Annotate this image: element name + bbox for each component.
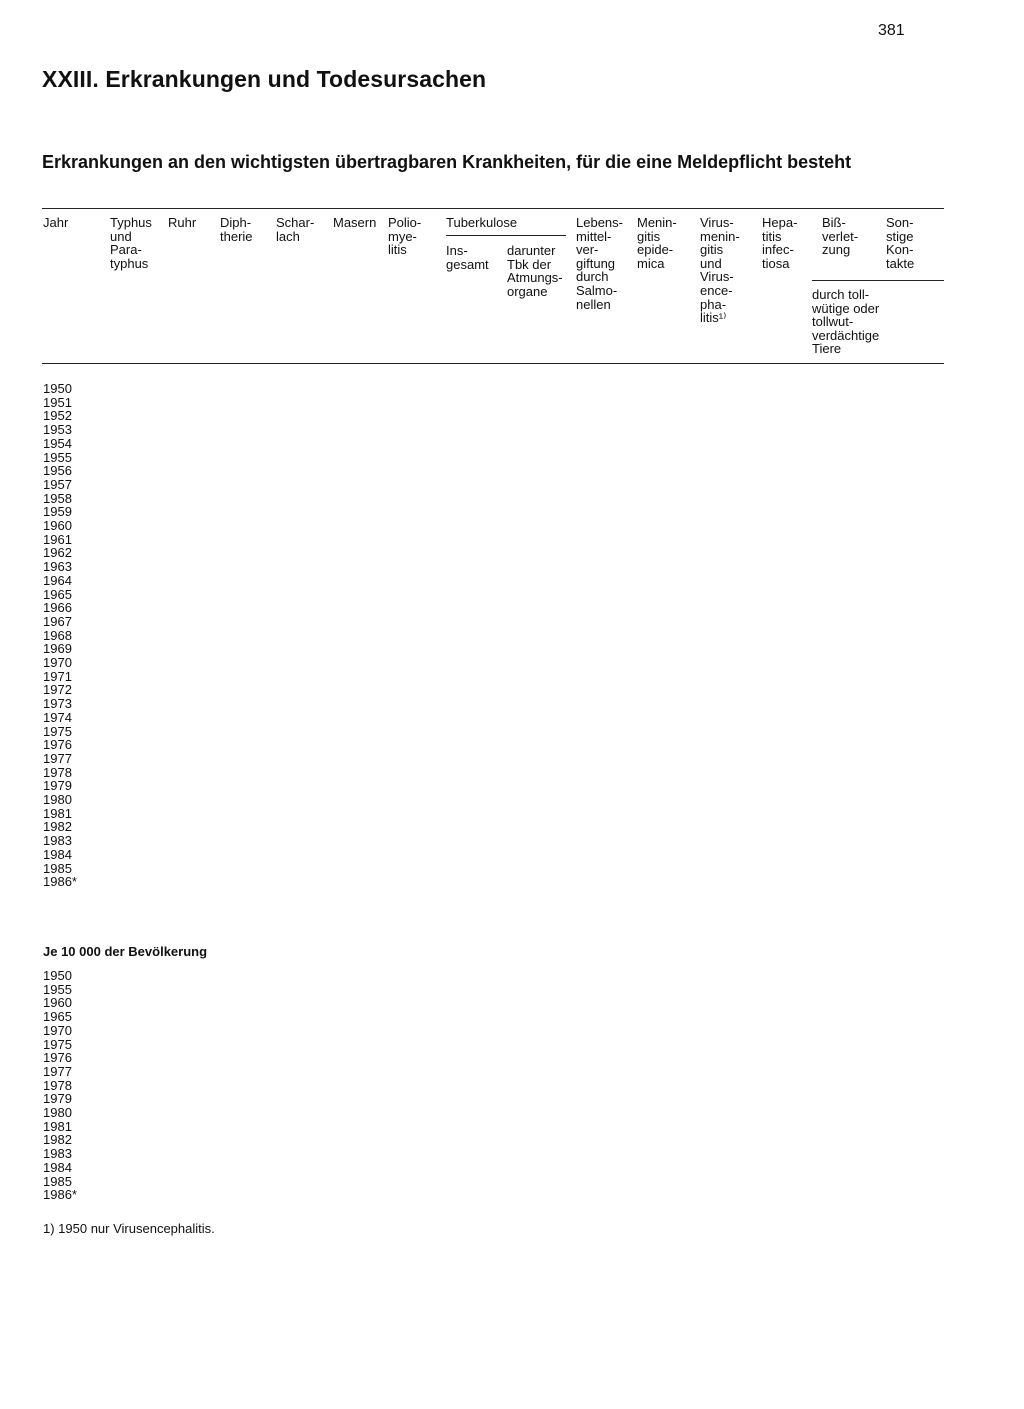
cell-jahr: 1976 [43,1050,72,1066]
cell-jahr: 1980 [43,792,72,807]
cell-jahr: 1980 [43,1105,72,1120]
header-tbc-insgesamt: Ins- gesamt [446,243,489,272]
cell-jahr: 1967 [43,613,72,629]
cell-jahr: 1965 [43,1009,72,1025]
cell-jahr: 1956 [43,463,72,479]
cell-jahr: 1979 [43,778,72,794]
header-jahr: Jahr [43,215,69,230]
cell-jahr: 1972 [43,682,72,698]
cell-jahr: 1951 [43,394,72,410]
header-ruhr: Ruhr [168,215,197,230]
cell-jahr: 1986* [43,1187,77,1203]
cell-jahr: 1983 [43,1146,72,1162]
cell-jahr: 1971 [43,668,72,684]
cell-jahr: 1958 [43,490,72,506]
cell-jahr: 1957 [43,476,72,492]
header-hepatitis: Hepa- titis infec- tiosa [762,215,798,271]
cell-jahr: 1963 [43,559,72,575]
cell-jahr: 1955 [43,981,72,997]
footnote: 1) 1950 nur Virusencephalitis. [43,1221,215,1236]
cell-jahr: 1976 [43,737,72,753]
cell-jahr: 1984 [43,846,72,862]
cell-jahr: 1977 [43,1063,72,1079]
header-sonstige: Son- stige Kon- takte [886,215,915,271]
cell-jahr: 1977 [43,750,72,766]
cell-jahr: 1986* [43,874,77,890]
cell-jahr: 1984 [43,1159,72,1175]
table-title: Erkrankungen an den wichtigsten übertragbaren Krankheiten, für die eine Meldepflicht besteht [42,152,852,172]
header-tbc-atmung: darunter Tbk der Atmungs- organe [507,243,563,299]
cell-jahr: 1978 [43,1077,72,1093]
cell-jahr: 1954 [43,435,72,451]
page-number: 381 [878,22,905,39]
cell-jahr: 1985 [43,1173,72,1189]
cell-jahr: 1955 [43,449,72,465]
cell-jahr: 1970 [43,1022,72,1038]
cell-jahr: 1966 [43,600,72,616]
header-virus: Virus- menin- gitis und Virus- ence- pha- litis¹⁾ [700,215,740,326]
header-diphtherie: Diph- therie [220,215,253,244]
header-top-rule [42,208,944,209]
cell-jahr: 1970 [43,655,72,670]
header-masern: Masern [333,215,377,230]
header-bissverletzung: Biß- verlet- zung [822,215,859,258]
cell-jahr: 1985 [43,860,72,876]
header-tollwut: durch toll- wütige oder tollwut- verdächtige Tiere [812,287,880,357]
cell-jahr: 1975 [43,1036,72,1052]
cell-jahr: 1950 [43,381,72,396]
cell-jahr: 1981 [43,805,72,821]
cell-jahr: 1953 [43,422,72,438]
cell-jahr: 1962 [43,545,72,561]
chapter-title: XXIII. Erkrankungen und Todesursachen [42,66,487,92]
cell-jahr: 1981 [43,1118,72,1134]
cell-jahr: 1952 [43,408,72,424]
cell-jahr: 1982 [43,819,72,835]
header-polio: Polio- mye- litis [388,215,422,258]
cell-jahr: 1969 [43,641,72,657]
cell-jahr: 1950 [43,968,72,983]
tuberkulose-rule [446,235,566,236]
header-bottom-rule [42,363,944,364]
header-meningitis: Menin- gitis epide- mica [637,215,677,271]
tollwut-rule [812,280,944,281]
cell-jahr: 1960 [43,995,72,1011]
section-label-relative: Je 10 000 der Bevölkerung [43,944,208,959]
cell-jahr: 1975 [43,723,72,739]
cell-jahr: 1979 [43,1091,72,1107]
header-typhus: Typhus und Para- typhus [110,215,152,271]
cell-jahr: 1978 [43,764,72,780]
cell-jahr: 1982 [43,1132,72,1148]
cell-jahr: 1968 [43,627,72,643]
cell-jahr: 1965 [43,586,72,602]
cell-jahr: 1973 [43,696,72,712]
cell-jahr: 1964 [43,572,72,588]
cell-jahr: 1960 [43,518,72,533]
cell-jahr: 1974 [43,709,72,725]
cell-jahr: 1959 [43,504,72,520]
cell-jahr: 1983 [43,833,72,849]
cell-jahr: 1961 [43,531,72,547]
header-lebensmittel: Lebens- mittel- ver- giftung durch Salmo- nellen [576,215,623,312]
header-tuberkulose: Tuberkulose [446,215,518,230]
header-scharlach: Schar- lach [276,215,315,244]
